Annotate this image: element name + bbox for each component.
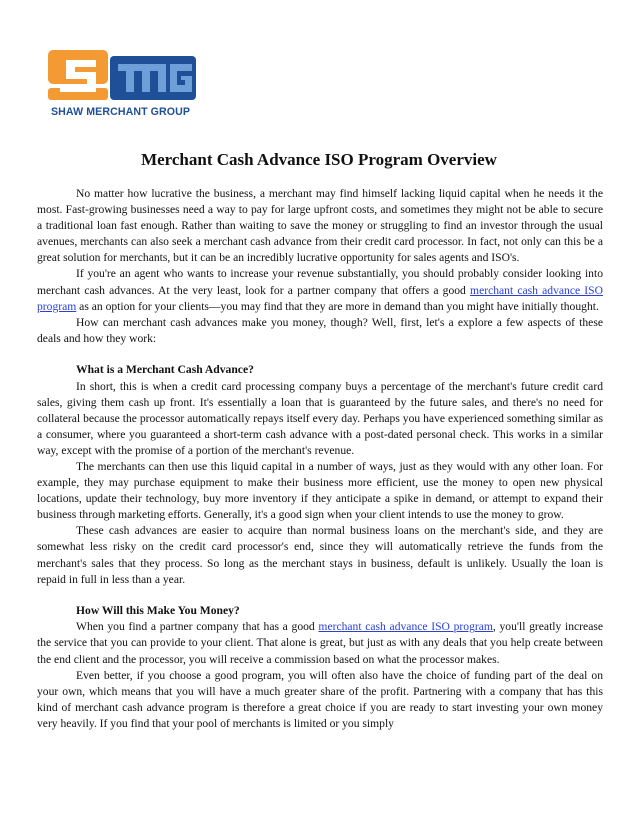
paragraph-uses: The merchants can then use this liquid capital in a number of ways, just as they would with any other loan. For example, they may purchase equipment to make their business more efficient, use the money to open new physical locations, update their technology, buy more inventory if they anticipate a spike in demand, or attempt to expand their business through marketing efforts. Generally, it's a good sign when your client intends to use the money to grow. (37, 460, 603, 522)
paragraph-partner-text-2: , you'll greatly increase the service that you can provide to your client. That alone is great, but just as with any deals that you help create between the end client and the processor, you will receive a commission based on what the processor makes. (37, 620, 603, 666)
section-heading-make-money: How Will this Make You Money? (76, 604, 240, 618)
paragraph-partner-text-1: When you find a partner company that has a good (76, 620, 319, 634)
smg-logo-icon (48, 50, 198, 106)
section-heading-what-is: What is a Merchant Cash Advance? (76, 363, 254, 377)
iso-program-link-2[interactable]: merchant cash advance ISO program (318, 620, 493, 634)
company-name: SHAW MERCHANT GROUP (51, 106, 191, 118)
iso-program-link-1[interactable]: merchant cash advance ISO program (37, 283, 603, 313)
company-logo (48, 50, 198, 122)
paragraph-partner (37, 619, 603, 667)
paragraph-funding: Even better, if you choose a good program, you will often also have the choice of funding part of the deal on your own, which means that you will have a much greater share of the profit. Partnering with a company that has this kind of merchant cash advance program is therefore a great choice if you are ready to start investing your own money very heavily. If you find that your pool of merchants is limited or you simply (37, 668, 603, 730)
page-title: Merchant Cash Advance ISO Program Overview (141, 150, 497, 169)
paragraph-agent (37, 266, 603, 314)
paragraph-intro: No matter how lucrative the business, a merchant may find himself lacking liquid capital when he needs it the most. Fast-growing businesses need a way to pay for large upfront costs, and sometimes they might not be able to secure a traditional loan fast enough. Rather than waiting to save the money or struggling to find an investor through the usual avenues, merchants can also seek a merchant cash advance from their credit card processor. In fact, not only can this be a great solution for merchants, but it can be an incredibly lucrative opportunity for sales agents and ISO's. (37, 187, 603, 265)
paragraph-definition: In short, this is when a credit card processing company buys a percentage of the merchant's future credit card sales, giving them cash up front. It's essentially a loan that is guaranteed by the future sales, and there's no need for collateral because the processor automatically repays itself every day. Perhaps you have experienced something similar as a consumer, where you guaranteed a short-term cash advance with a post-dated personal check. This works in a similar way, except with the promise of a portion of the merchant's revenue. (37, 379, 603, 457)
article-body (37, 186, 603, 732)
paragraph-agent-text-1: If you're an agent who wants to increase your revenue substantially, you should probably consider looking into merchant cash advances. At the very least, look for a partner company that offers a good (37, 267, 603, 297)
paragraph-risk: These cash advances are easier to acquire than normal business loans on the merchant's side, and they are somewhat less risky on the credit card processor's end, since they will automatically retrieve the funds from the merchant's sales that they process. So long as the merchant stays in business, default is unlikely. Usually the loan is repaid in full in less than a year. (37, 524, 603, 586)
paragraph-how: How can merchant cash advances make you money, though? Well, first, let's a explore a few aspects of these deals and how they work: (37, 315, 603, 345)
paragraph-agent-text-2: as an option for your clients—you may find that they are more in demand than you might have initially thought. (76, 299, 599, 313)
